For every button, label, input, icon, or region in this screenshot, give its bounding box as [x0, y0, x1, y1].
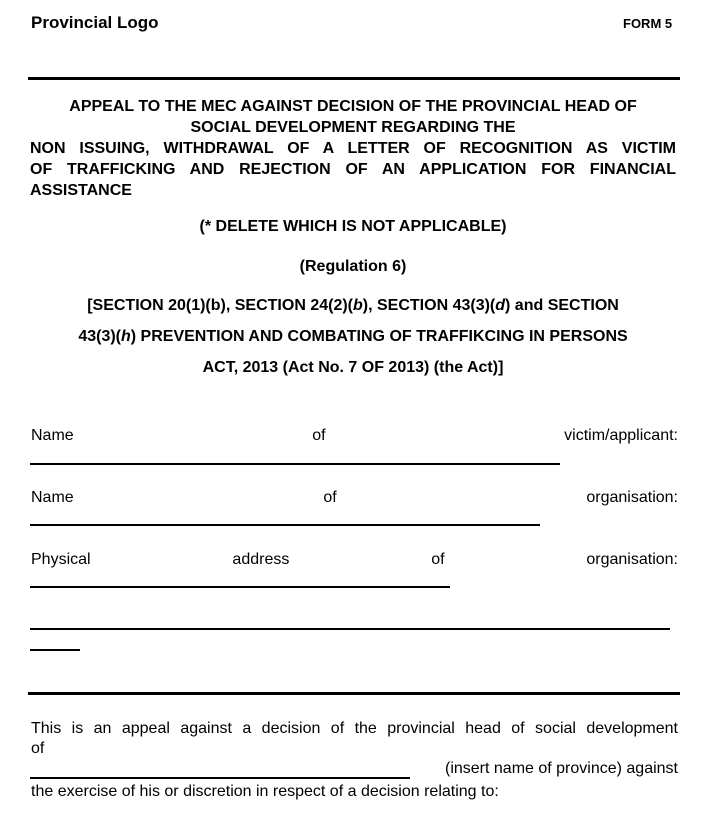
organisation-name-field[interactable]	[30, 524, 540, 526]
organisation-address-field-1[interactable]	[30, 586, 450, 588]
label-word: Name	[31, 489, 74, 506]
title-line-2: SOCIAL DEVELOPMENT REGARDING THE	[190, 119, 516, 136]
province-hint: (insert name of province) against	[445, 760, 678, 777]
section-ref-text: ), SECTION 43(3)(	[362, 297, 496, 314]
appeal-text-line-4: the exercise of his or discretion in respect of a decision relating to:	[31, 783, 499, 800]
header-divider	[28, 77, 680, 80]
section-ref-italic: d	[495, 297, 506, 314]
victim-name-label	[31, 427, 678, 445]
form-title	[30, 96, 676, 201]
appeal-text-line-1: This is an appeal against a decision of the provincial head of social development	[31, 720, 678, 737]
organisation-address-field-3[interactable]	[30, 649, 80, 651]
form-number: FORM 5	[623, 16, 673, 31]
regulation-reference: (Regulation 6)	[299, 258, 407, 275]
organisation-address-label	[31, 551, 678, 569]
label-word: address	[232, 551, 290, 568]
label-word: organisation:	[586, 551, 678, 568]
section-reference-line-3: ACT, 2013 (Act No. 7 OF 2013) (the Act)]	[202, 359, 504, 376]
label-word: of	[312, 427, 326, 444]
section-reference-line-2	[30, 328, 676, 346]
label-word: Name	[31, 427, 74, 444]
province-name-field[interactable]	[30, 777, 410, 779]
organisation-address-field-2[interactable]	[30, 628, 670, 630]
victim-name-field[interactable]	[30, 463, 560, 465]
title-line-4: OF TRAFFICKING AND REJECTION OF AN APPLICATION FOR FINANCIAL	[30, 161, 676, 178]
section-ref-italic: h	[121, 328, 131, 345]
section-divider	[28, 692, 680, 695]
section-ref-italic: b	[353, 297, 363, 314]
label-word: of	[431, 551, 445, 568]
appeal-text-line-2: of	[31, 740, 45, 757]
label-word: of	[323, 489, 337, 506]
title-line-3: NON ISSUING, WITHDRAWAL OF A LETTER OF RECOGNITION AS VICTIM	[30, 140, 676, 157]
label-word: victim/applicant:	[564, 427, 678, 444]
label-word: Physical	[31, 551, 91, 568]
title-line-5: ASSISTANCE	[30, 182, 132, 199]
section-reference-line-1	[30, 297, 676, 315]
delete-note: (* DELETE WHICH IS NOT APPLICABLE)	[199, 218, 507, 235]
section-ref-text: ) and SECTION	[505, 297, 619, 314]
title-line-1: APPEAL TO THE MEC AGAINST DECISION OF THE PROVINCIAL HEAD OF	[69, 98, 637, 115]
organisation-name-label	[31, 489, 678, 507]
label-word: organisation:	[586, 489, 678, 506]
provincial-logo-placeholder: Provincial Logo	[31, 13, 159, 32]
section-ref-text: ) PREVENTION AND COMBATING OF TRAFFIKCING IN PERSONS	[130, 328, 628, 345]
section-ref-text: 43(3)(	[78, 328, 121, 345]
section-ref-text: [SECTION 20(1)(b), SECTION 24(2)(	[87, 297, 353, 314]
